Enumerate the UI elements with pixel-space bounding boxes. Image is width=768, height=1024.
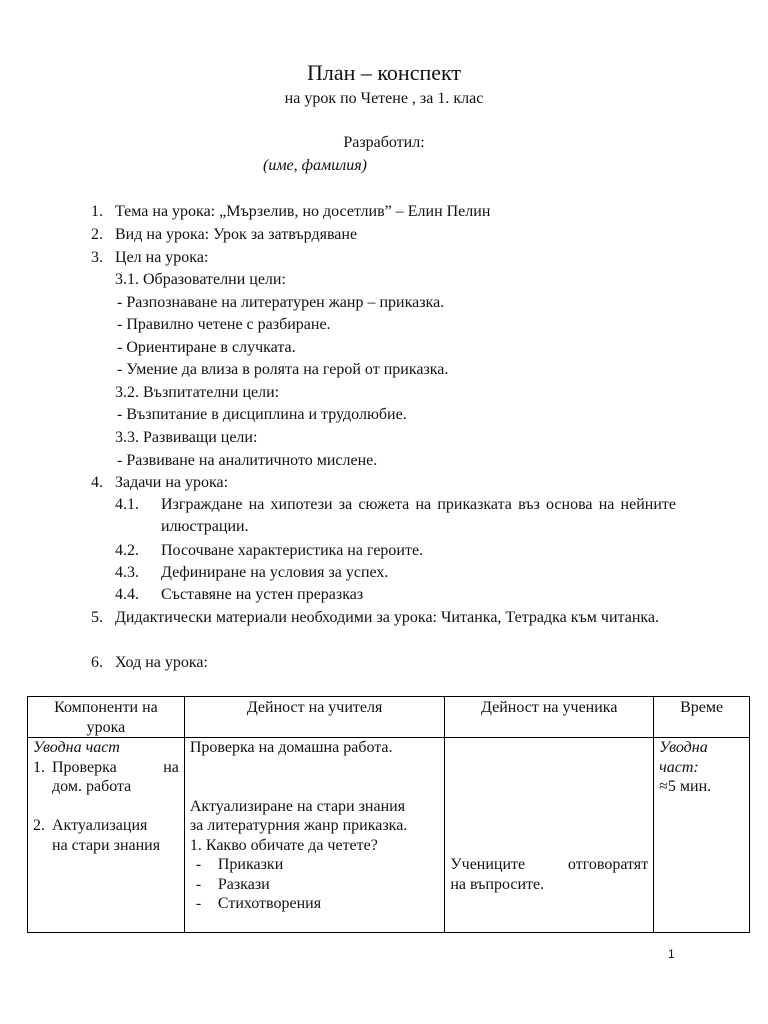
time-cell — [654, 738, 750, 933]
header-student: Дейност на ученика — [445, 697, 654, 738]
lesson-table — [27, 696, 750, 933]
author-label: Разработил: — [343, 134, 425, 151]
component-text: Актуализация — [52, 817, 148, 834]
teacher-activity: за литературния жанр приказка. — [189, 817, 408, 834]
teacher-activity: Актуализиране на стари знания — [189, 797, 406, 815]
list-item: - Приказки — [195, 856, 284, 873]
list-number: 1. — [91, 203, 103, 220]
page-number: 1 — [668, 947, 675, 961]
lesson-course: Ход на урока: — [115, 654, 208, 671]
component-text: Проверка — [52, 758, 117, 776]
task-item: Дефиниране на условия за успех. — [161, 564, 389, 581]
component-item — [33, 758, 179, 797]
list-number: 4.2. — [115, 542, 139, 559]
component-item — [33, 816, 179, 855]
list-number: 3. — [91, 249, 103, 266]
student-activity: Учениците — [450, 856, 526, 873]
lesson-topic: Тема на урока: „Мързелив, но досетлив” – Елин Пелин — [115, 203, 491, 220]
list-number: 4.3. — [115, 564, 139, 581]
component-number: 2. — [33, 817, 45, 834]
table-header-row — [28, 697, 750, 738]
teacher-activity-cell — [184, 738, 444, 933]
list-number: 4.1. — [115, 496, 139, 513]
list-number: 5. — [91, 609, 103, 626]
list-item: - Разпознаване на литературен жанр – приказка. — [117, 294, 445, 311]
list-number: 4.4. — [115, 586, 139, 603]
list-item: - Разкази — [195, 875, 270, 893]
list-item: - Стихотворения — [195, 895, 322, 912]
list-number: 2. — [91, 226, 103, 243]
lesson-tasks: Задачи на урока: — [115, 474, 229, 491]
components-cell — [28, 738, 185, 933]
teacher-question: 1. Какво обичате да четете? — [189, 836, 378, 854]
list-item: - Възпитание в дисциплина и трудолюбие. — [117, 406, 407, 423]
header-teacher: Дейност на учителя — [184, 697, 444, 738]
table-row — [28, 738, 750, 933]
educational-goals: 3.1. Образователни цели: — [115, 271, 286, 288]
list-item: - Развиване на аналитичното мислене. — [117, 452, 378, 469]
component-number: 1. — [33, 758, 45, 776]
task-item: Съставяне на устен преразказ — [161, 586, 364, 603]
header-components: Компоненти на урока — [28, 697, 185, 738]
intro-label: Уводна част — [33, 739, 120, 756]
time-value: ≈5 мин. — [659, 778, 712, 795]
list-item: - Правилно четене с разбиране. — [117, 316, 331, 333]
teacher-activity: Проверка на домашна работа. — [189, 739, 393, 756]
time-label: Уводна част: — [659, 739, 708, 776]
component-text: на стари знания — [52, 836, 161, 854]
document-title: План – конспект — [306, 60, 462, 85]
didactic-materials: Дидактически материали необходими за урока: Читанка, Тетрадка към читанка. — [115, 609, 660, 626]
component-text: дом. работа — [52, 778, 132, 795]
task-item: Изграждане на хипотези за сюжета на приказката въз основа на нейните илюстрации. — [161, 496, 676, 535]
list-number: 4. — [91, 474, 103, 491]
list-number: 6. — [91, 654, 103, 671]
student-activity: на въпросите. — [450, 875, 545, 893]
student-activity: отговоратят — [567, 856, 649, 873]
task-item: Посочване характеристика на героите. — [161, 542, 424, 559]
component-text: на — [163, 758, 179, 776]
lesson-type: Вид на урока: Урок за затвърдяване — [115, 226, 358, 243]
list-item: - Ориентиране в случката. — [117, 339, 296, 356]
lesson-goal: Цел на урока: — [115, 249, 209, 266]
upbringing-goals: 3.2. Възпитателни цели: — [115, 384, 280, 401]
header-time: Време — [654, 697, 750, 738]
author-name: (име, фамилия) — [263, 157, 367, 174]
developing-goals: 3.3. Развиващи цели: — [115, 429, 258, 446]
document-subtitle: на урок по Четене , за 1. клас — [284, 90, 484, 107]
list-item: - Умение да влиза в ролята на герой от приказка. — [117, 361, 449, 378]
student-activity-cell — [445, 738, 654, 933]
